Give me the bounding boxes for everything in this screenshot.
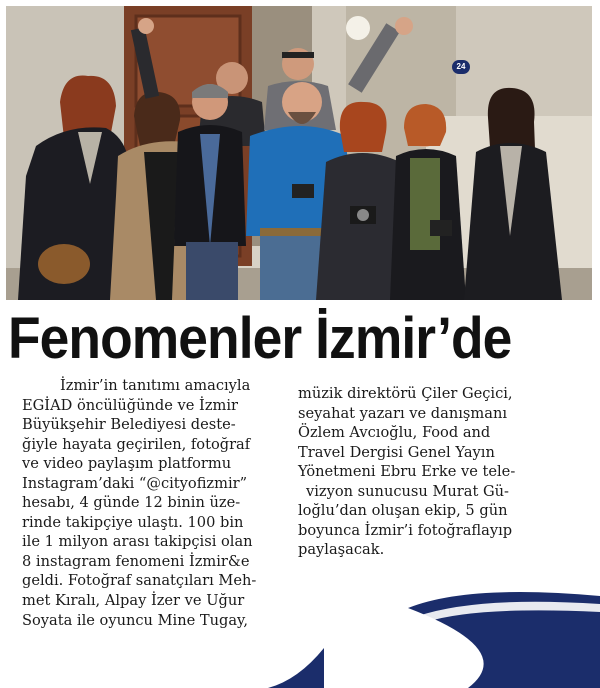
article-text-line: 8 instagram fenomeni İzmir&e xyxy=(22,552,250,570)
headline: Fenomenler İzmir’de xyxy=(8,306,512,371)
article-text-line: Soyata ile oyuncu Mine Tugay, xyxy=(22,611,248,629)
article-text-line: hesabı, 4 günde 12 binin üze- xyxy=(22,494,241,512)
article-text-line: Yönetmeni Ebru Erke ve tele- xyxy=(298,463,516,481)
article-text-line: seyahat yazarı ve danışmanı xyxy=(298,404,508,422)
article-text-line: Özlem Avcıoğlu, Food and xyxy=(298,424,491,442)
group-photo xyxy=(6,6,592,300)
article-text-line: ve video paylaşım platformu xyxy=(22,455,232,473)
article-column-right xyxy=(298,384,586,560)
page-number-badge: 24 xyxy=(452,60,470,74)
article-text-line: Büyükşehir Belediyesi deste- xyxy=(22,416,236,434)
article-text-line: vizyon sunucusu Murat Gü- xyxy=(306,482,509,500)
article-text-line: ğiyle hayata geçirilen, fotoğraf xyxy=(22,435,251,453)
article-column-left xyxy=(22,376,280,630)
article-text-line: EGİAD öncülüğünde ve İzmir xyxy=(22,396,238,414)
decorative-blue-wave xyxy=(408,590,600,688)
article-text-line: İzmir’in tanıtımı amacıyla xyxy=(60,377,251,394)
article-text-line: loğlu’dan oluşan ekip, 5 gün xyxy=(298,502,508,520)
article-text-line: müzik direktörü Çiler Geçici, xyxy=(298,385,513,402)
article-text-line: met Kıralı, Alpay İzer ve Uğur xyxy=(22,592,245,610)
article-text-line: rinde takipçiye ulaştı. 100 bin xyxy=(22,513,244,531)
article-text-line: ile 1 milyon arası takipçisi olan xyxy=(22,533,253,551)
article-text-line: boyunca İzmir’i fotoğraflayıp xyxy=(298,521,513,539)
article-text-line: Travel Dergisi Genel Yayın xyxy=(298,443,495,461)
decorative-blue-corner xyxy=(268,640,324,688)
article-text-line: paylaşacak. xyxy=(298,541,385,559)
article-text-line: geldi. Fotoğraf sanatçıları Meh- xyxy=(22,572,257,590)
article-text-line: Instagram’daki “@cityofizmir” xyxy=(22,474,248,492)
